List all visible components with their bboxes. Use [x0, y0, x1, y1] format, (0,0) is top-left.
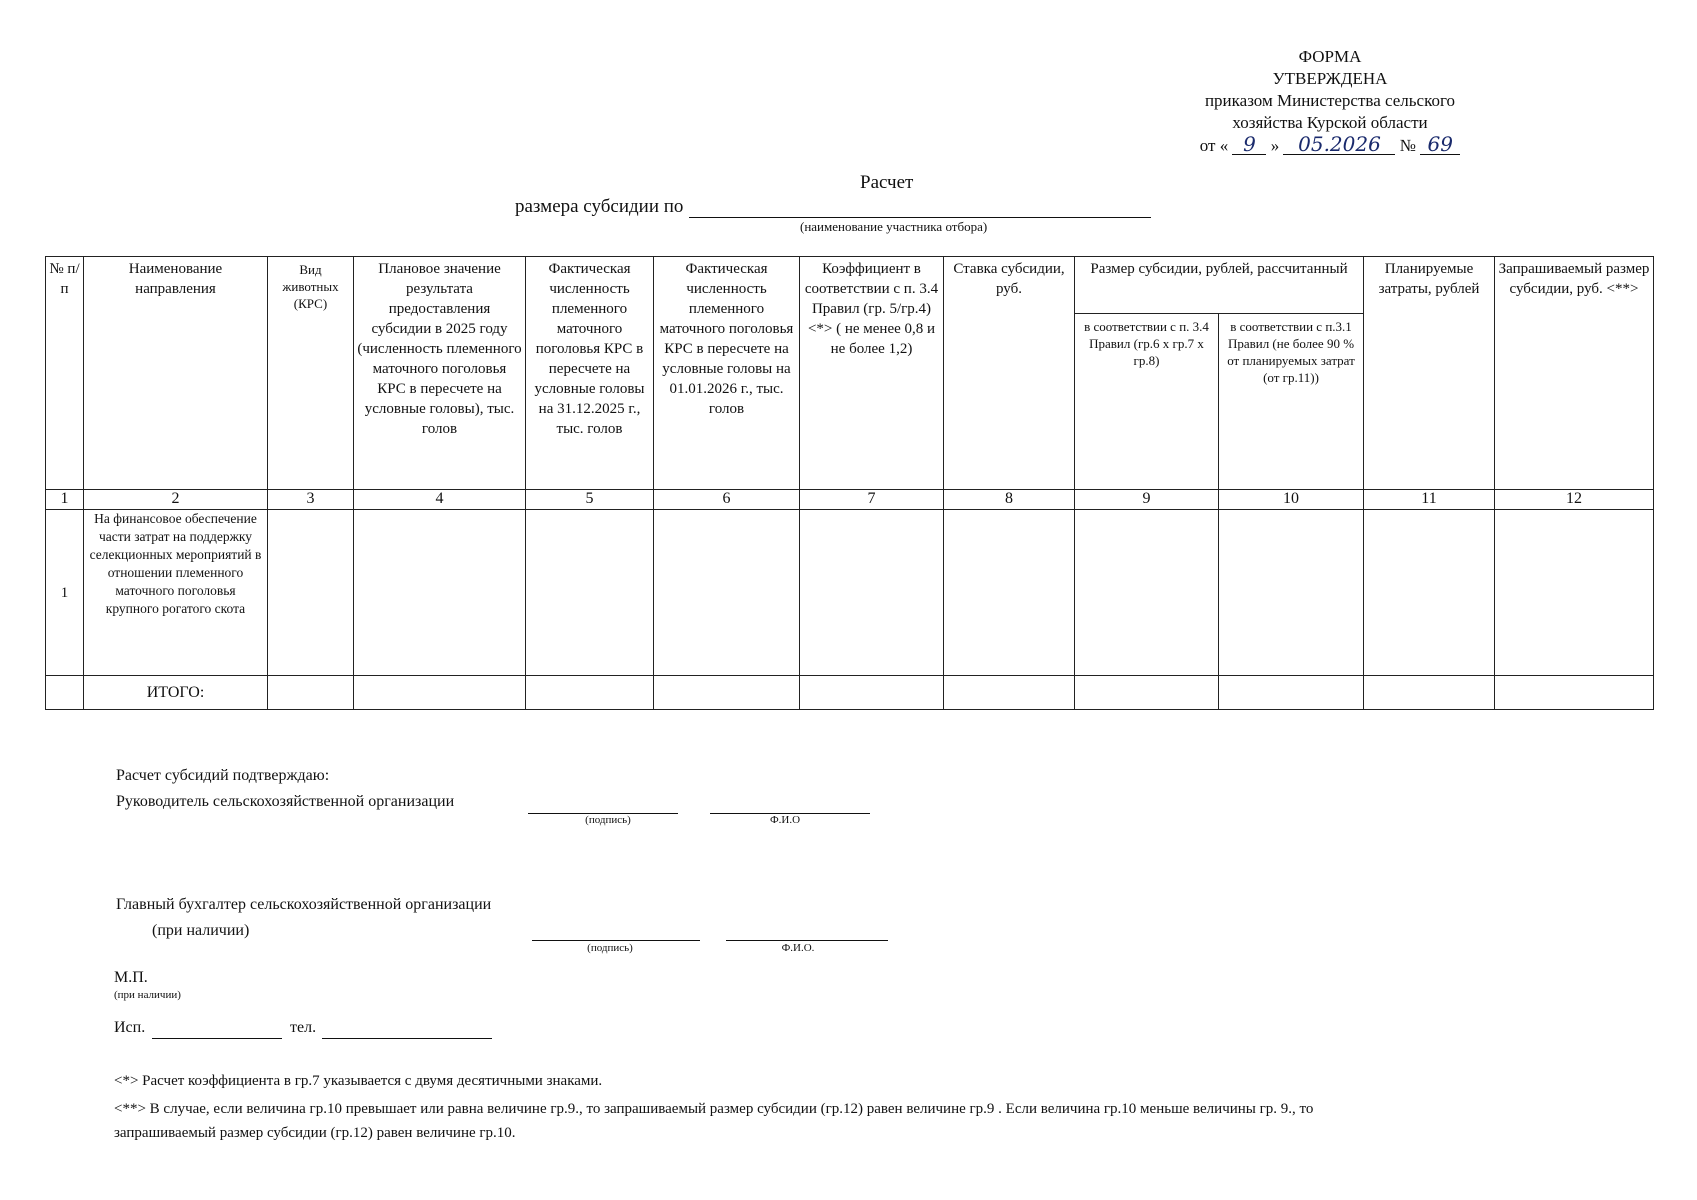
colnum-3: 3	[268, 490, 354, 510]
total-label: ИТОГО:	[84, 676, 268, 710]
date-month-year: 05.2026	[1283, 134, 1395, 155]
header-col-9: в соответствии с п. 3.4 Правил (гр.6 х гр.7 х гр.8)	[1075, 314, 1219, 490]
row-1-cell-7	[800, 510, 944, 676]
total-cell-12	[1495, 676, 1654, 710]
total-cell-5	[526, 676, 654, 710]
row-1-cell-6	[654, 510, 800, 676]
accountant-if-any: (при наличии)	[152, 922, 250, 939]
header-col-1: № п/п	[46, 257, 84, 490]
row-1-cell-4	[354, 510, 526, 676]
row-1-cell-10	[1219, 510, 1364, 676]
number-label: №	[1399, 136, 1416, 155]
header-col-3: Вид животных (КРС)	[268, 257, 354, 490]
accountant-label: Главный бухгалтер сельскохозяйственной организации	[116, 896, 492, 913]
colnum-5: 5	[526, 490, 654, 510]
order-number: 69	[1420, 134, 1460, 155]
subtitle-text: размера субсидии по	[515, 196, 684, 217]
row-1-cell-5	[526, 510, 654, 676]
total-cell-6	[654, 676, 800, 710]
total-cell-1	[46, 676, 84, 710]
total-cell-10	[1219, 676, 1364, 710]
header-col-4: Плановое значение результата предоставления субсидии в 2025 году (численность племенного маточного поголовья КРС в пересчете на условные головы), тыс. голов	[354, 257, 526, 490]
accountant-signature-caption: (подпись)	[587, 942, 633, 954]
executor-line	[152, 1038, 282, 1039]
header-col-2: Наименование направления	[84, 257, 268, 490]
colnum-9: 9	[1075, 490, 1219, 510]
approval-ministry-line: приказом Министерства сельского	[1204, 91, 1456, 110]
stamp-label: М.П.	[114, 969, 148, 986]
table-row	[46, 510, 1654, 676]
row-1-cell-12	[1495, 510, 1654, 676]
footnote-2-line-1: <**> В случае, если величина гр.10 превышает или равна величине гр.9., то запрашиваемый размер субсидии (гр.12) равен величине гр.9 . Если величина гр.10 меньше величины гр. 9., то	[114, 1101, 1314, 1117]
phone-line	[322, 1038, 492, 1039]
total-cell-4	[354, 676, 526, 710]
header-col-7: Коэффициент в соответствии с п. 3.4 Правил (гр. 5/гр.4) <*> ( не менее 0,8 и не более 1,2)	[800, 257, 944, 490]
page-title: Расчет	[860, 172, 914, 193]
approved-label: УТВЕРЖДЕНА	[1272, 69, 1388, 88]
participant-caption: (наименование участника отбора)	[800, 219, 988, 234]
colnum-1: 1	[46, 490, 84, 510]
total-cell-9	[1075, 676, 1219, 710]
colnum-2: 2	[84, 490, 268, 510]
total-cell-11	[1364, 676, 1495, 710]
approval-region-line: хозяйства Курской области	[1232, 113, 1428, 132]
colnum-11: 11	[1364, 490, 1495, 510]
colnum-12: 12	[1495, 490, 1654, 510]
head-fio-caption: Ф.И.О	[769, 814, 801, 826]
header-col-6: Фактическая численность племенного маточного поголовья КРС в пересчете на условные головы на 01.01.2026 г., тыс. голов	[654, 257, 800, 490]
head-label: Руководитель сельскохозяйственной организации	[116, 793, 455, 810]
date-mid: »	[1270, 136, 1280, 155]
colnum-4: 4	[354, 490, 526, 510]
total-cell-8	[944, 676, 1075, 710]
header-row-1	[46, 257, 1654, 314]
header-col-8: Ставка субсидии, руб.	[944, 257, 1075, 490]
stamp-note: (при наличии)	[114, 989, 181, 1001]
header-col-5: Фактическая численность племенного маточного поголовья КРС в пересчете на условные головы на 31.12.2025 г., тыс. голов	[526, 257, 654, 490]
header-group-9-10: Размер субсидии, рублей, рассчитанный	[1075, 257, 1364, 314]
header-col-12: Запрашиваемый размер субсидии, руб. <**>	[1495, 257, 1654, 490]
row-1-cell-8	[944, 510, 1075, 676]
column-number-row	[46, 490, 1654, 510]
total-cell-3	[268, 676, 354, 710]
footnote-1: <*> Расчет коэффициента в гр.7 указывается с двумя десятичными знаками.	[114, 1073, 603, 1089]
row-1-cell-3	[268, 510, 354, 676]
accountant-fio-line	[726, 940, 888, 941]
date-prefix: от «	[1199, 136, 1229, 155]
total-cell-7	[800, 676, 944, 710]
total-row	[46, 676, 1654, 710]
footnote-2-line-2: запрашиваемый размер субсидии (гр.12) равен величине гр.10.	[114, 1125, 516, 1141]
form-label: ФОРМА	[1298, 47, 1362, 66]
executor-label: Исп.	[114, 1019, 146, 1036]
row-1-direction: На финансовое обеспечение части затрат на поддержку селекционных мероприятий в отношении племенного маточного поголовья крупного рогатого скота	[84, 510, 268, 676]
page-subtitle	[515, 196, 1151, 218]
colnum-6: 6	[654, 490, 800, 510]
approval-date-line	[1160, 134, 1500, 157]
head-signature-caption: (подпись)	[585, 814, 631, 826]
confirm-text: Расчет субсидий подтверждаю:	[116, 767, 330, 784]
accountant-signature-line	[532, 940, 700, 941]
header-col-11: Планируемые затраты, рублей	[1364, 257, 1495, 490]
header-col-10: в соответствии с п.3.1 Правил (не более 90 % от планируемых затрат (от гр.11))	[1219, 314, 1364, 490]
accountant-fio-caption: Ф.И.О.	[781, 942, 815, 954]
calculation-table	[45, 256, 1654, 710]
participant-name-blank	[689, 199, 1151, 218]
colnum-7: 7	[800, 490, 944, 510]
date-day: 9	[1232, 134, 1266, 155]
approval-block	[1160, 46, 1500, 157]
row-1-cell-11	[1364, 510, 1495, 676]
phone-label: тел.	[290, 1019, 317, 1036]
colnum-8: 8	[944, 490, 1075, 510]
row-1-cell-9	[1075, 510, 1219, 676]
colnum-10: 10	[1219, 490, 1364, 510]
row-1-number: 1	[46, 510, 84, 676]
